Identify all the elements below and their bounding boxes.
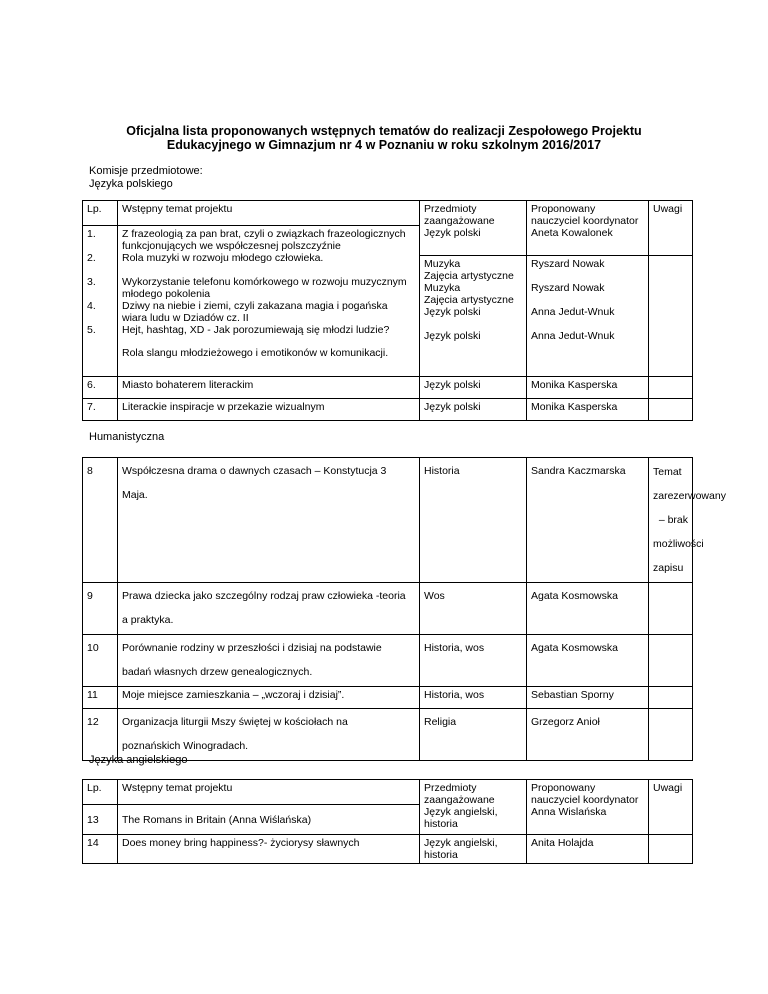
eng-header-lp: Lp. [83, 780, 118, 805]
r7-notes [649, 399, 693, 421]
r13-teacher: Anna Wislańska [531, 806, 607, 818]
r12-teacher: Grzegorz Anioł [527, 709, 649, 761]
polish-numbers: 1. 2. 3. 4. 5. [83, 226, 118, 377]
r8-topic: Współczesna drama o dawnych czasach – Konstytucja 3 Maja. [118, 458, 420, 583]
r7-teacher: Monika Kasperska [527, 399, 649, 421]
r11-teacher: Sebastian Sporny [527, 687, 649, 709]
r10-notes [649, 635, 693, 687]
r10-subject: Historia, wos [420, 635, 527, 687]
intro-line-1: Komisje przedmiotowe: [89, 165, 203, 177]
eng-header-subjects: Przedmioty zaangażowane Język angielski, historia [420, 780, 527, 835]
table-row [83, 835, 693, 864]
r6-num: 6. [83, 377, 118, 399]
r12-notes [649, 709, 693, 761]
r9-teacher: Agata Kosmowska [527, 583, 649, 635]
table-row [83, 201, 693, 226]
eng-header-teacher: Proponowany nauczyciel koordynator Anna Wislańska [527, 780, 649, 835]
polish-topics: Z frazeologią za pan brat, czyli o związkach frazeologicznych funkcjonujących we współczesnej polszczyźnie Rola muzyki w rozwoju młodego człowieka. Wykorzystanie telefonu komórkowego w rozwoju muzycznym młodego pokolenia Dziwy na niebie i ziemi, czyli zakazana magia i pogańska wiara ludu w Dziadów cz. II Hejt, hashtag, XD - Jak porozumiewają się młodzi ludzie? Rola slangu młodzieżowego i emotikonów w komunikacji. [118, 226, 420, 377]
table-row [83, 377, 693, 399]
table-row [83, 458, 693, 583]
r10-teacher: Agata Kosmowska [527, 635, 649, 687]
r8-subject: Historia [420, 458, 527, 583]
intro-line-2: Języka polskiego [89, 178, 173, 190]
table-row [83, 687, 693, 709]
table-humanities [82, 457, 726, 761]
r14-notes [649, 835, 693, 864]
r7-topic: Literackie inspiracje w przekazie wizualnym [118, 399, 420, 421]
r9-topic: Prawa dziecka jako szczególny rodzaj praw człowieka -teoria a praktyka. [118, 583, 420, 635]
title-line-2: Edukacyjnego w Gimnazjum nr 4 w Poznaniu w roku szkolnym 2016/2017 [166, 138, 602, 152]
header-notes: Uwagi [649, 201, 693, 256]
r1-subject: Język polski [424, 227, 481, 239]
table-row [83, 635, 693, 687]
r10-topic: Porównanie rodziny w przeszłości i dzisiaj na podstawie badań własnych drzew genealogicznych. [118, 635, 420, 687]
table-row [83, 709, 693, 761]
r8-teacher: Sandra Kaczmarska [527, 458, 649, 583]
r14-num: 14 [83, 835, 118, 864]
r7-num: 7. [83, 399, 118, 421]
r14-subject: Język angielski, historia [420, 835, 527, 864]
r9-subject: Wos [420, 583, 527, 635]
header-subjects: Przedmioty zaangażowane Język polski [420, 201, 527, 256]
r13-topic: The Romans in Britain (Anna Wiślańska) [118, 805, 420, 835]
table-row [83, 780, 693, 805]
r13-subject: Język angielski, [424, 806, 498, 818]
table-polish [82, 200, 693, 421]
r6-notes [649, 377, 693, 399]
r12-num: 12 [83, 709, 118, 761]
table-row [83, 399, 693, 421]
r14-topic: Does money bring happiness?- życiorysy sławnych [118, 835, 420, 864]
r6-topic: Miasto bohaterem literackim [118, 377, 420, 399]
polish-subjects: Muzyka Zajęcia artystyczne Muzyka Zajęcia artystyczne Język polski Język polski [420, 256, 527, 377]
header-topic: Wstępny temat projektu [118, 201, 420, 226]
r12-topic: Organizacja liturgii Mszy świętej w kościołach na poznańskich Winogradach. [118, 709, 420, 761]
r10-num: 10 [83, 635, 118, 687]
humanities-label: Humanistyczna [89, 431, 165, 443]
document-title [0, 124, 768, 152]
polish-teachers: Ryszard Nowak Ryszard Nowak Anna Jedut-Wnuk Anna Jedut-Wnuk [527, 256, 649, 377]
intro-block [89, 165, 203, 191]
r9-notes [649, 583, 693, 635]
r8-num: 8 [83, 458, 118, 583]
r9-num: 9 [83, 583, 118, 635]
table-row [83, 583, 693, 635]
r11-subject: Historia, wos [420, 687, 527, 709]
r13-num: 13 [83, 805, 118, 835]
header-teacher: Proponowany nauczyciel koordynator Aneta Kowalonek [527, 201, 649, 256]
r6-teacher: Monika Kasperska [527, 377, 649, 399]
r11-notes [649, 687, 693, 709]
r11-topic: Moje miejsce zamieszkania – „wczoraj i dzisiaj”. [118, 687, 420, 709]
r14-teacher: Anita Holajda [527, 835, 649, 864]
r12-subject: Religia [420, 709, 527, 761]
english-label: Języka angielskiego [89, 754, 188, 766]
r7-subject: Język polski [420, 399, 527, 421]
r8-notes: Temat zarezerwowany – brak możliwości zapisu [649, 458, 693, 583]
table-english [82, 779, 693, 864]
header-lp: Lp. [83, 201, 118, 226]
eng-header-topic: Wstępny temat projektu [118, 780, 420, 805]
polish-notes [649, 256, 693, 377]
r6-subject: Język polski [420, 377, 527, 399]
r11-num: 11 [83, 687, 118, 709]
r1-teacher: Aneta Kowalonek [531, 227, 613, 239]
eng-header-notes: Uwagi [649, 780, 693, 835]
title-line-1: Oficjalna lista proponowanych wstępnych tematów do realizacji Zespołowego Projektu [126, 124, 642, 138]
